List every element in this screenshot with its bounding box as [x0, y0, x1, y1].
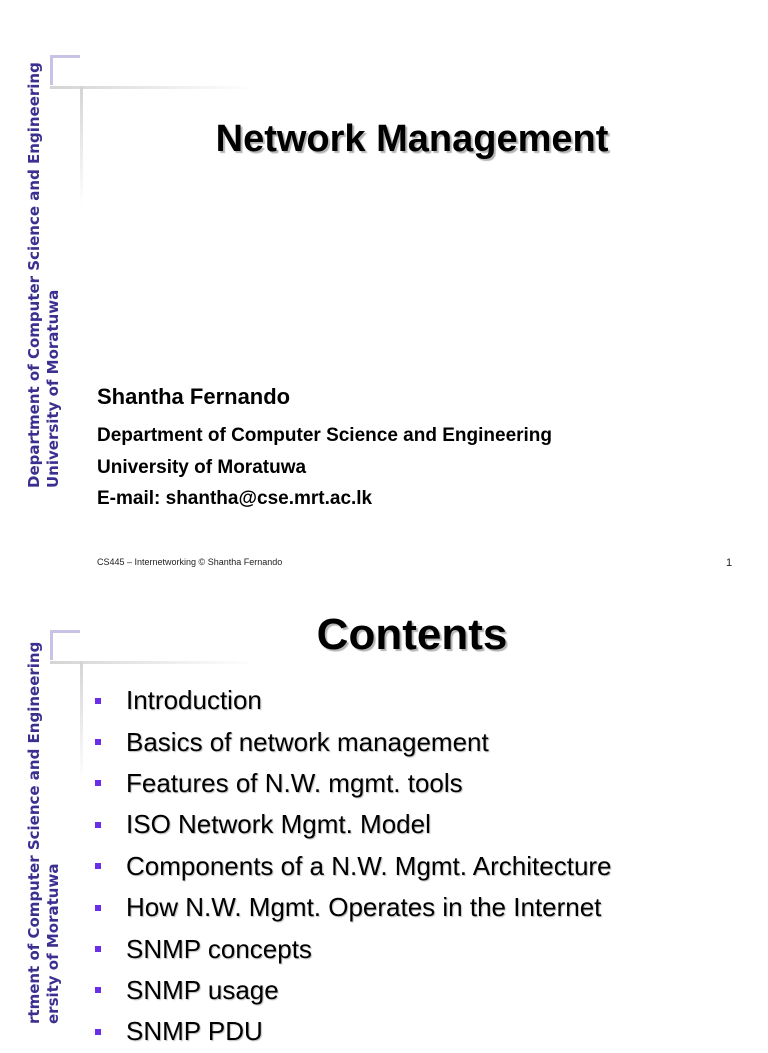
author-block: [97, 384, 552, 515]
square-bullet-icon: [95, 987, 101, 993]
author-department: Department of Computer Science and Engineering: [97, 425, 553, 446]
square-bullet-icon: [95, 946, 101, 952]
list-item-text: How N.W. Mgmt. Operates in the Internet: [126, 892, 602, 923]
author-email: E-mail: shantha@cse.mrt.ac.lk: [97, 488, 373, 509]
slide-2: [0, 588, 768, 1047]
vertical-rule-decoration: [80, 661, 83, 781]
list-item-text: SNMP usage: [126, 974, 279, 1005]
side-text-line: rtment of Computer Science and Engineering: [25, 641, 43, 1024]
square-bullet-icon: [95, 698, 101, 704]
list-item-text: SNMP concepts: [126, 933, 312, 964]
slide-footer: CS445 – Internetworking © Shantha Fernando: [97, 557, 283, 567]
square-bullet-icon: [95, 1029, 101, 1035]
square-bullet-icon: [95, 905, 101, 911]
vertical-rule-decoration: [80, 86, 83, 206]
list-item: [95, 763, 612, 804]
square-bullet-icon: [95, 780, 101, 786]
contents-list: [95, 680, 612, 1053]
list-item-text: ISO Network Mgmt. Model: [126, 809, 431, 840]
square-bullet-icon: [95, 863, 101, 869]
list-item-text: Features of N.W. mgmt. tools: [126, 767, 463, 798]
list-item: [95, 721, 612, 762]
page-number: 1: [726, 557, 733, 569]
side-text-line: University of Moratuwa: [44, 289, 62, 488]
list-item-text: Components of a N.W. Mgmt. Architecture: [126, 850, 612, 881]
list-item: [95, 680, 612, 721]
side-text-line: ersity of Moratuwa: [44, 863, 62, 1024]
author-university: University of Moratuwa: [97, 456, 307, 478]
author-name: Shantha Fernando: [97, 384, 291, 409]
square-bullet-icon: [95, 822, 101, 828]
list-item-text: Introduction: [126, 685, 262, 716]
square-bullet-icon: [95, 739, 101, 745]
list-item: [95, 970, 612, 1011]
slide-title: Contents: [316, 610, 508, 659]
side-text-line: Department of Computer Science and Engineering: [25, 62, 43, 488]
list-item: [95, 887, 612, 928]
slide-title: Network Management: [215, 118, 609, 160]
list-item-text: Basics of network management: [126, 726, 489, 757]
corner-square-decoration: [50, 630, 80, 660]
list-item: [95, 1011, 612, 1052]
list-item: [95, 846, 612, 887]
side-affiliation: [25, 62, 63, 488]
list-item: [95, 804, 612, 845]
list-item: [95, 928, 612, 969]
list-item-text: SNMP PDU: [126, 1016, 263, 1047]
corner-square-decoration: [50, 55, 80, 85]
side-affiliation: [25, 641, 63, 1024]
